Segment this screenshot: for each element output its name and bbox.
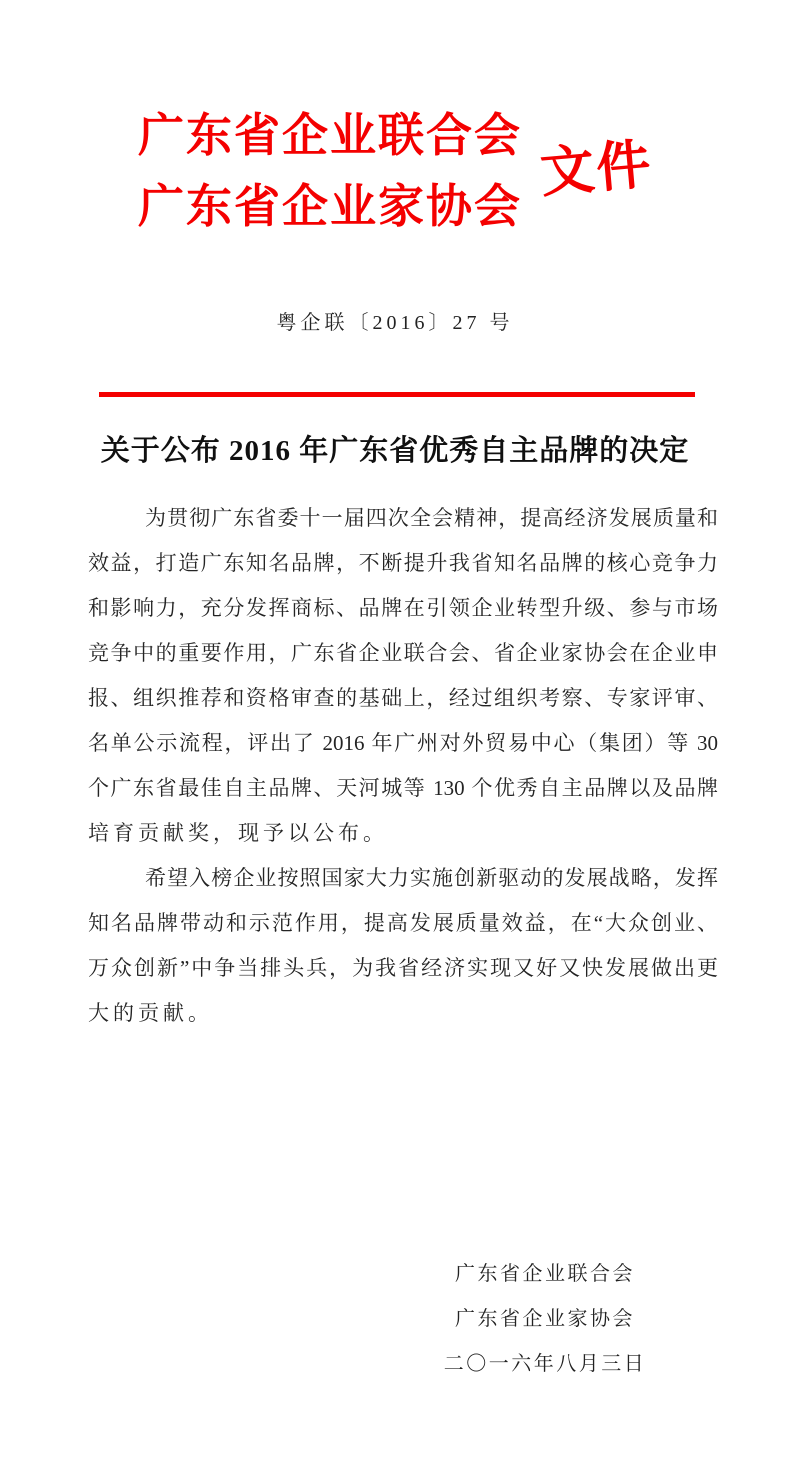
body-line: 效益，打造广东知名品牌，不断提升我省知名品牌的核心竞争力 [88,551,718,575]
body-line: 大的贡献。 [88,1001,213,1025]
signature-date: 二〇一六年八月三日 [443,1353,647,1375]
signature-org-2: 广东省企业家协会 [455,1308,635,1330]
body-line: 知名品牌带动和示范作用，提高发展质量效益，在“大众创业、 [88,911,718,935]
body-line: 个广东省最佳自主品牌、天河城等 130 个优秀自主品牌以及品牌 [88,776,718,800]
signature-block [405,1252,685,1387]
body-line: 为贯彻广东省委十一届四次全会精神，提高经济发展质量和 [145,506,718,530]
body-line: 竞争中的重要作用，广东省企业联合会、省企业家协会在企业申 [88,641,718,665]
letterhead [138,100,520,242]
body-line: 万众创新”中争当排头兵，为我省经济实现又好又快发展做出更 [88,956,718,980]
body-line: 希望入榜企业按照国家大力实施创新驱动的发展战略，发挥 [145,866,718,890]
letterhead-org-line-2: 广东省企业家协会 [138,181,520,232]
doc-body [88,496,718,1036]
doc-number: 粤企联〔2016〕27 号 [276,312,514,334]
letterhead-doc-type-label: 文件 [537,134,655,204]
red-separator-line [99,392,695,397]
signature-org-1: 广东省企业联合会 [455,1263,635,1285]
body-line: 和影响力，充分发挥商标、品牌在引领企业转型升级、参与市场 [88,596,718,620]
body-line: 报、组织推荐和资格审查的基础上，经过组织考察、专家评审、 [88,686,718,710]
body-line: 培育贡献奖，现予以公布。 [88,821,388,845]
letterhead-org-line-1: 广东省企业联合会 [138,110,520,161]
doc-title: 关于公布 2016 年广东省优秀自主品牌的决定 [100,435,690,467]
body-line: 名单公示流程，评出了 2016 年广州对外贸易中心（集团）等 30 [88,731,718,755]
